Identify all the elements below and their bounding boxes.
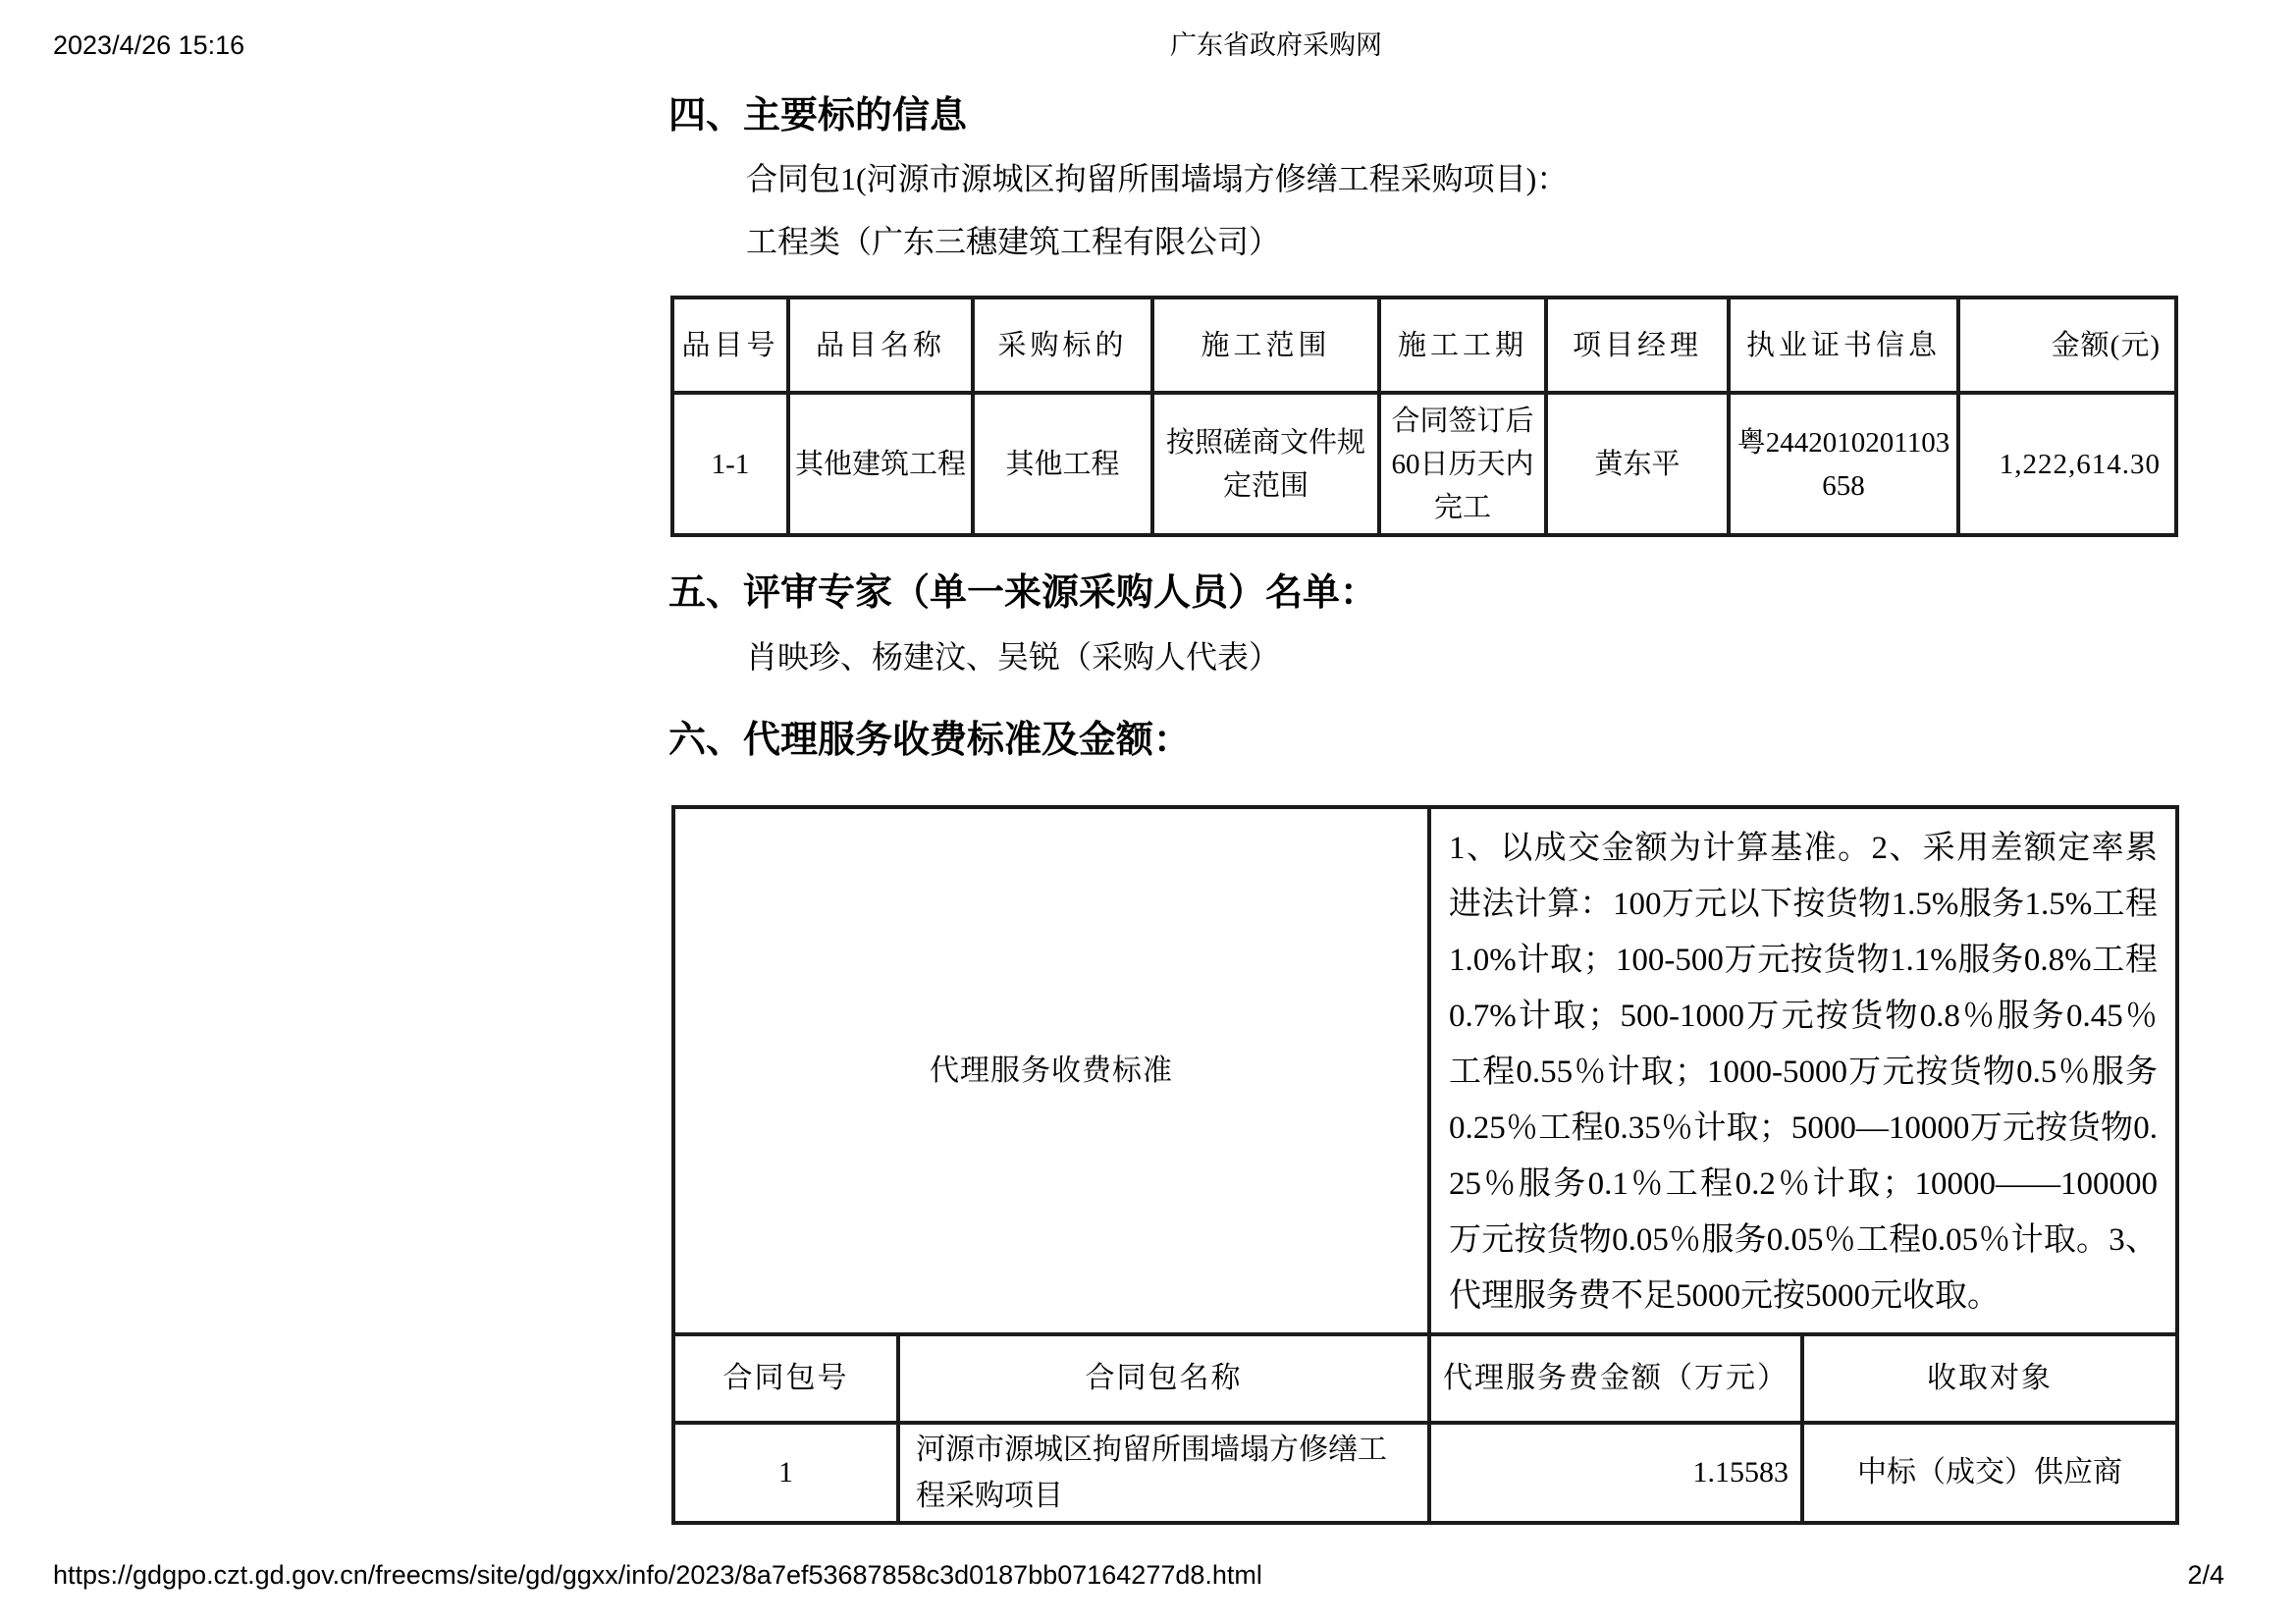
- fee-standard-label: 代理服务收费标准: [673, 807, 1429, 1334]
- header-fee-payer: 收取对象: [1802, 1334, 2177, 1423]
- header-item-name: 品目名称: [788, 298, 973, 393]
- header-certificate-info: 执业证书信息: [1729, 298, 1958, 393]
- cell-item-name: 其他建筑工程: [788, 393, 973, 535]
- project-type-line: 工程类（广东三穗建筑工程有限公司）: [746, 224, 1281, 259]
- cell-construction-period: 合同签订后60日历天内完工: [1379, 393, 1546, 535]
- header-construction-scope: 施工范围: [1152, 298, 1379, 393]
- reviewer-names: 肖映珍、杨建汶、吴锐（采购人代表）: [746, 639, 1281, 675]
- section-6-heading: 六、代理服务收费标准及金额：: [668, 720, 1192, 761]
- fee-table-data-row: [673, 1423, 2177, 1523]
- agency-fee-table: [671, 805, 2179, 1525]
- main-items-table: [670, 296, 2178, 537]
- fee-table-header-row: [673, 1334, 2177, 1423]
- page-number: 2/4: [2187, 1560, 2224, 1590]
- header-procurement-target: 采购标的: [973, 298, 1152, 393]
- header-contract-package-name: 合同包名称: [898, 1334, 1429, 1423]
- header-amount: 金额(元): [1958, 298, 2176, 393]
- cell-amount: 1,222,614.30: [1958, 393, 2176, 535]
- header-project-manager: 项目经理: [1546, 298, 1729, 393]
- items-table-data-row: [672, 393, 2176, 535]
- cell-contract-package-name: 河源市源城区拘留所围墙塌方修缮工程采购项目: [898, 1423, 1429, 1523]
- header-contract-package-no: 合同包号: [673, 1334, 898, 1423]
- print-timestamp: 2023/4/26 15:16: [53, 30, 245, 60]
- cell-agency-fee-amount: 1.15583: [1429, 1423, 1802, 1523]
- footer-url: https://gdgpo.czt.gd.gov.cn/freecms/site/gd/ggxx/info/2023/8a7ef53687858c3d0187bb07164277d8.html: [53, 1560, 1262, 1590]
- section-4-heading: 四、主要标的信息: [668, 95, 968, 136]
- site-title: 广东省政府采购网: [1170, 30, 1382, 60]
- header-agency-fee-amount: 代理服务费金额（万元）: [1429, 1334, 1802, 1423]
- contract-package-line: 合同包1(河源市源城区拘留所围墙塌方修缮工程采购项目)：: [746, 161, 1569, 196]
- cell-project-manager: 黄东平: [1546, 393, 1729, 535]
- section-5-heading: 五、评审专家（单一来源采购人员）名单：: [668, 572, 1378, 614]
- fee-standard-row: [673, 807, 2177, 1334]
- fee-standard-text: 1、以成交金额为计算基准。2、采用差额定率累进法计算：100万元以下按货物1.5%服务1.5%工程1.0%计取；100-500万元按货物1.1%服务0.8%工程0.7%计取；500-1000万元按货物0.8％服务0.45％工程0.55％计取；1000-5000万元按货物0.5％服务0.25％工程0.35％计取；5000—10000万元按货物0.25％服务0.1％工程0.2％计取；10000——100000万元按货物0.05％服务0.05％工程0.05％计取。3、代理服务费不足5000元按5000元收取。: [1429, 807, 2177, 1334]
- cell-certificate-info: 粤2442010201103658: [1729, 393, 1958, 535]
- cell-construction-scope: 按照磋商文件规定范围: [1152, 393, 1379, 535]
- header-item-no: 品目号: [672, 298, 788, 393]
- cell-procurement-target: 其他工程: [973, 393, 1152, 535]
- cell-fee-payer: 中标（成交）供应商: [1802, 1423, 2177, 1523]
- cell-contract-package-no: 1: [673, 1423, 898, 1523]
- header-construction-period: 施工工期: [1379, 298, 1546, 393]
- cell-item-no: 1-1: [672, 393, 788, 535]
- items-table-header-row: [672, 298, 2176, 393]
